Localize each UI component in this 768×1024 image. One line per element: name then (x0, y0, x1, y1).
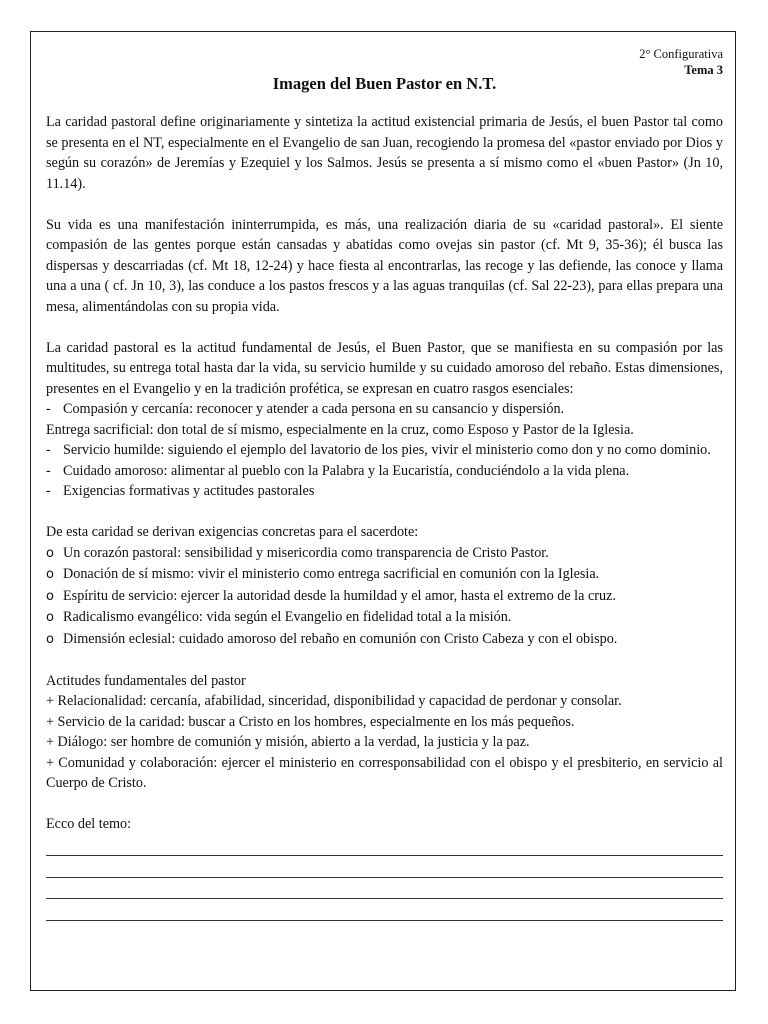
dash-bullet: - (46, 401, 51, 417)
actitud-item: + Relacionalidad: cercanía, afabilidad, sinceridad, disponibilidad y capacidad de perdonar y consolar. (46, 693, 622, 709)
exigencias-section (46, 522, 723, 650)
exigencia-text: Espíritu de servicio: ejercer la autoridad desde la humildad y el amor, hasta el extremo de la cruz. (63, 587, 616, 604)
actitud-item: + Servicio de la caridad: buscar a Cristo en los hombres, especialmente en los más pequeños. (46, 713, 575, 730)
page-title: Imagen del Buen Pastor en N.T. (272, 74, 497, 93)
rasgo-text: Exigencias formativas y actitudes pastorales (63, 483, 315, 499)
rasgo-text: Compasión y cercanía: reconocer y atender a cada persona en su cansancio y dispersión. (63, 401, 565, 417)
exigencia-item (46, 586, 723, 608)
exigencia-item (46, 607, 723, 629)
rasgo-plain-line: Entrega sacrificial: don total de sí mismo, especialmente en la cruz, como Esposo y Pastor de la Iglesia. (46, 421, 634, 438)
ecco-label: Ecco del temo: (46, 816, 132, 832)
rasgo-item (46, 461, 723, 482)
exigencia-item (46, 629, 723, 651)
rasgo-item (46, 440, 723, 461)
dash-bullet: - (46, 483, 51, 499)
exigencia-text: Donación de sí mismo: vivir el ministerio como entrega sacrificial en comunión con la Iglesia. (63, 566, 600, 582)
circle-bullet: o (46, 631, 54, 647)
dash-bullet: - (46, 442, 51, 458)
exigencia-text: Radicalismo evangélico: vida según el Evangelio en fidelidad total a la misión. (63, 609, 512, 625)
rasgo-item (46, 481, 723, 502)
document-content (46, 46, 723, 921)
exigencia-text: Dimensión eclesial: cuidado amoroso del rebaño en comunión con Cristo Cabeza y con el obispo. (63, 630, 618, 647)
rasgo-text: Servicio humilde: siguiendo el ejemplo del lavatorio de los pies, vivir el ministerio como don y no como dominio. (63, 442, 711, 458)
document-page (30, 31, 736, 991)
answer-line[interactable] (46, 856, 723, 878)
exigencias-intro: De esta caridad se derivan exigencias concretas para el sacerdote: (46, 524, 419, 540)
circle-bullet: o (46, 545, 54, 561)
actitud-item: + Comunidad y colaboración: ejercer el ministerio en corresponsabilidad con el obispo y el presbiterio, en servicio al Cuerpo de Cristo. (46, 754, 723, 791)
answer-line[interactable] (46, 878, 723, 900)
ecco-section (46, 814, 723, 921)
answer-line[interactable] (46, 899, 723, 921)
actitud-item: + Diálogo: ser hombre de comunión y misión, abierto a la verdad, la justicia y la paz. (46, 734, 530, 750)
actitudes-section (46, 671, 723, 794)
topic-label: Tema 3 (684, 63, 723, 77)
circle-bullet: o (46, 588, 54, 604)
answer-line[interactable] (46, 835, 723, 857)
paragraph-vida: Su vida es una manifestación ininterrumpida, es más, una realización diaria de su «caridad pastoral». El siente compasión de las gentes porque están cansadas y abatidas como ovejas sin pastor (cf. Mt 9, 35-36); él busca las dispersas y descarriadas (cf. Mt 18, 12-24) y hace fiesta al encontrarlas, las recoge y las defiende, las conoce y llama una a una ( cf. Jn 10, 3), las conduce a los pastos frescos y a las aguas tranquilas (cf. Sal 22-23), para ellas prepara una mesa, alimentándolas con su propia vida. (46, 216, 723, 315)
exigencia-text: Un corazón pastoral: sensibilidad y misericordia como transparencia de Cristo Pastor. (63, 544, 549, 561)
dash-bullet: - (46, 462, 51, 479)
rasgo-text: Cuidado amoroso: alimentar al pueblo con la Palabra y la Eucaristía, conduciéndolo a la vida plena. (63, 462, 630, 479)
rasgos-section (46, 338, 723, 502)
circle-bullet: o (46, 567, 54, 582)
rasgo-item (46, 399, 723, 420)
exigencia-item (46, 564, 723, 586)
circle-bullet: o (46, 610, 54, 625)
rasgos-intro: La caridad pastoral es la actitud fundamental de Jesús, el Buen Pastor, que se manifiesta en su compasión por las multitudes, su entrega total hasta dar la vida, su servicio humilde y su cuidado amoroso del rebaño. Estas dimensiones, presentes en el Evangelio y en la tradición profética, se expresan en cuatro rasgos esenciales: (46, 339, 723, 397)
exigencia-item (46, 543, 723, 565)
paragraph-intro: La caridad pastoral define originariamente y sintetiza la actitud existencial primaria de Jesús, el buen Pastor tal como se presenta en el NT, especialmente en el Evangelio de san Juan, recogiendo la promesa del «pastor enviado por Dios y según su corazón» de Jeremías y Ezequiel y los Salmos. Jesús se presenta a sí mismo como el «buen Pastor» (Jn 10, 11.14). (46, 114, 723, 192)
course-label: 2° Configurativa (639, 47, 723, 61)
actitudes-heading: Actitudes fundamentales del pastor (46, 672, 246, 689)
